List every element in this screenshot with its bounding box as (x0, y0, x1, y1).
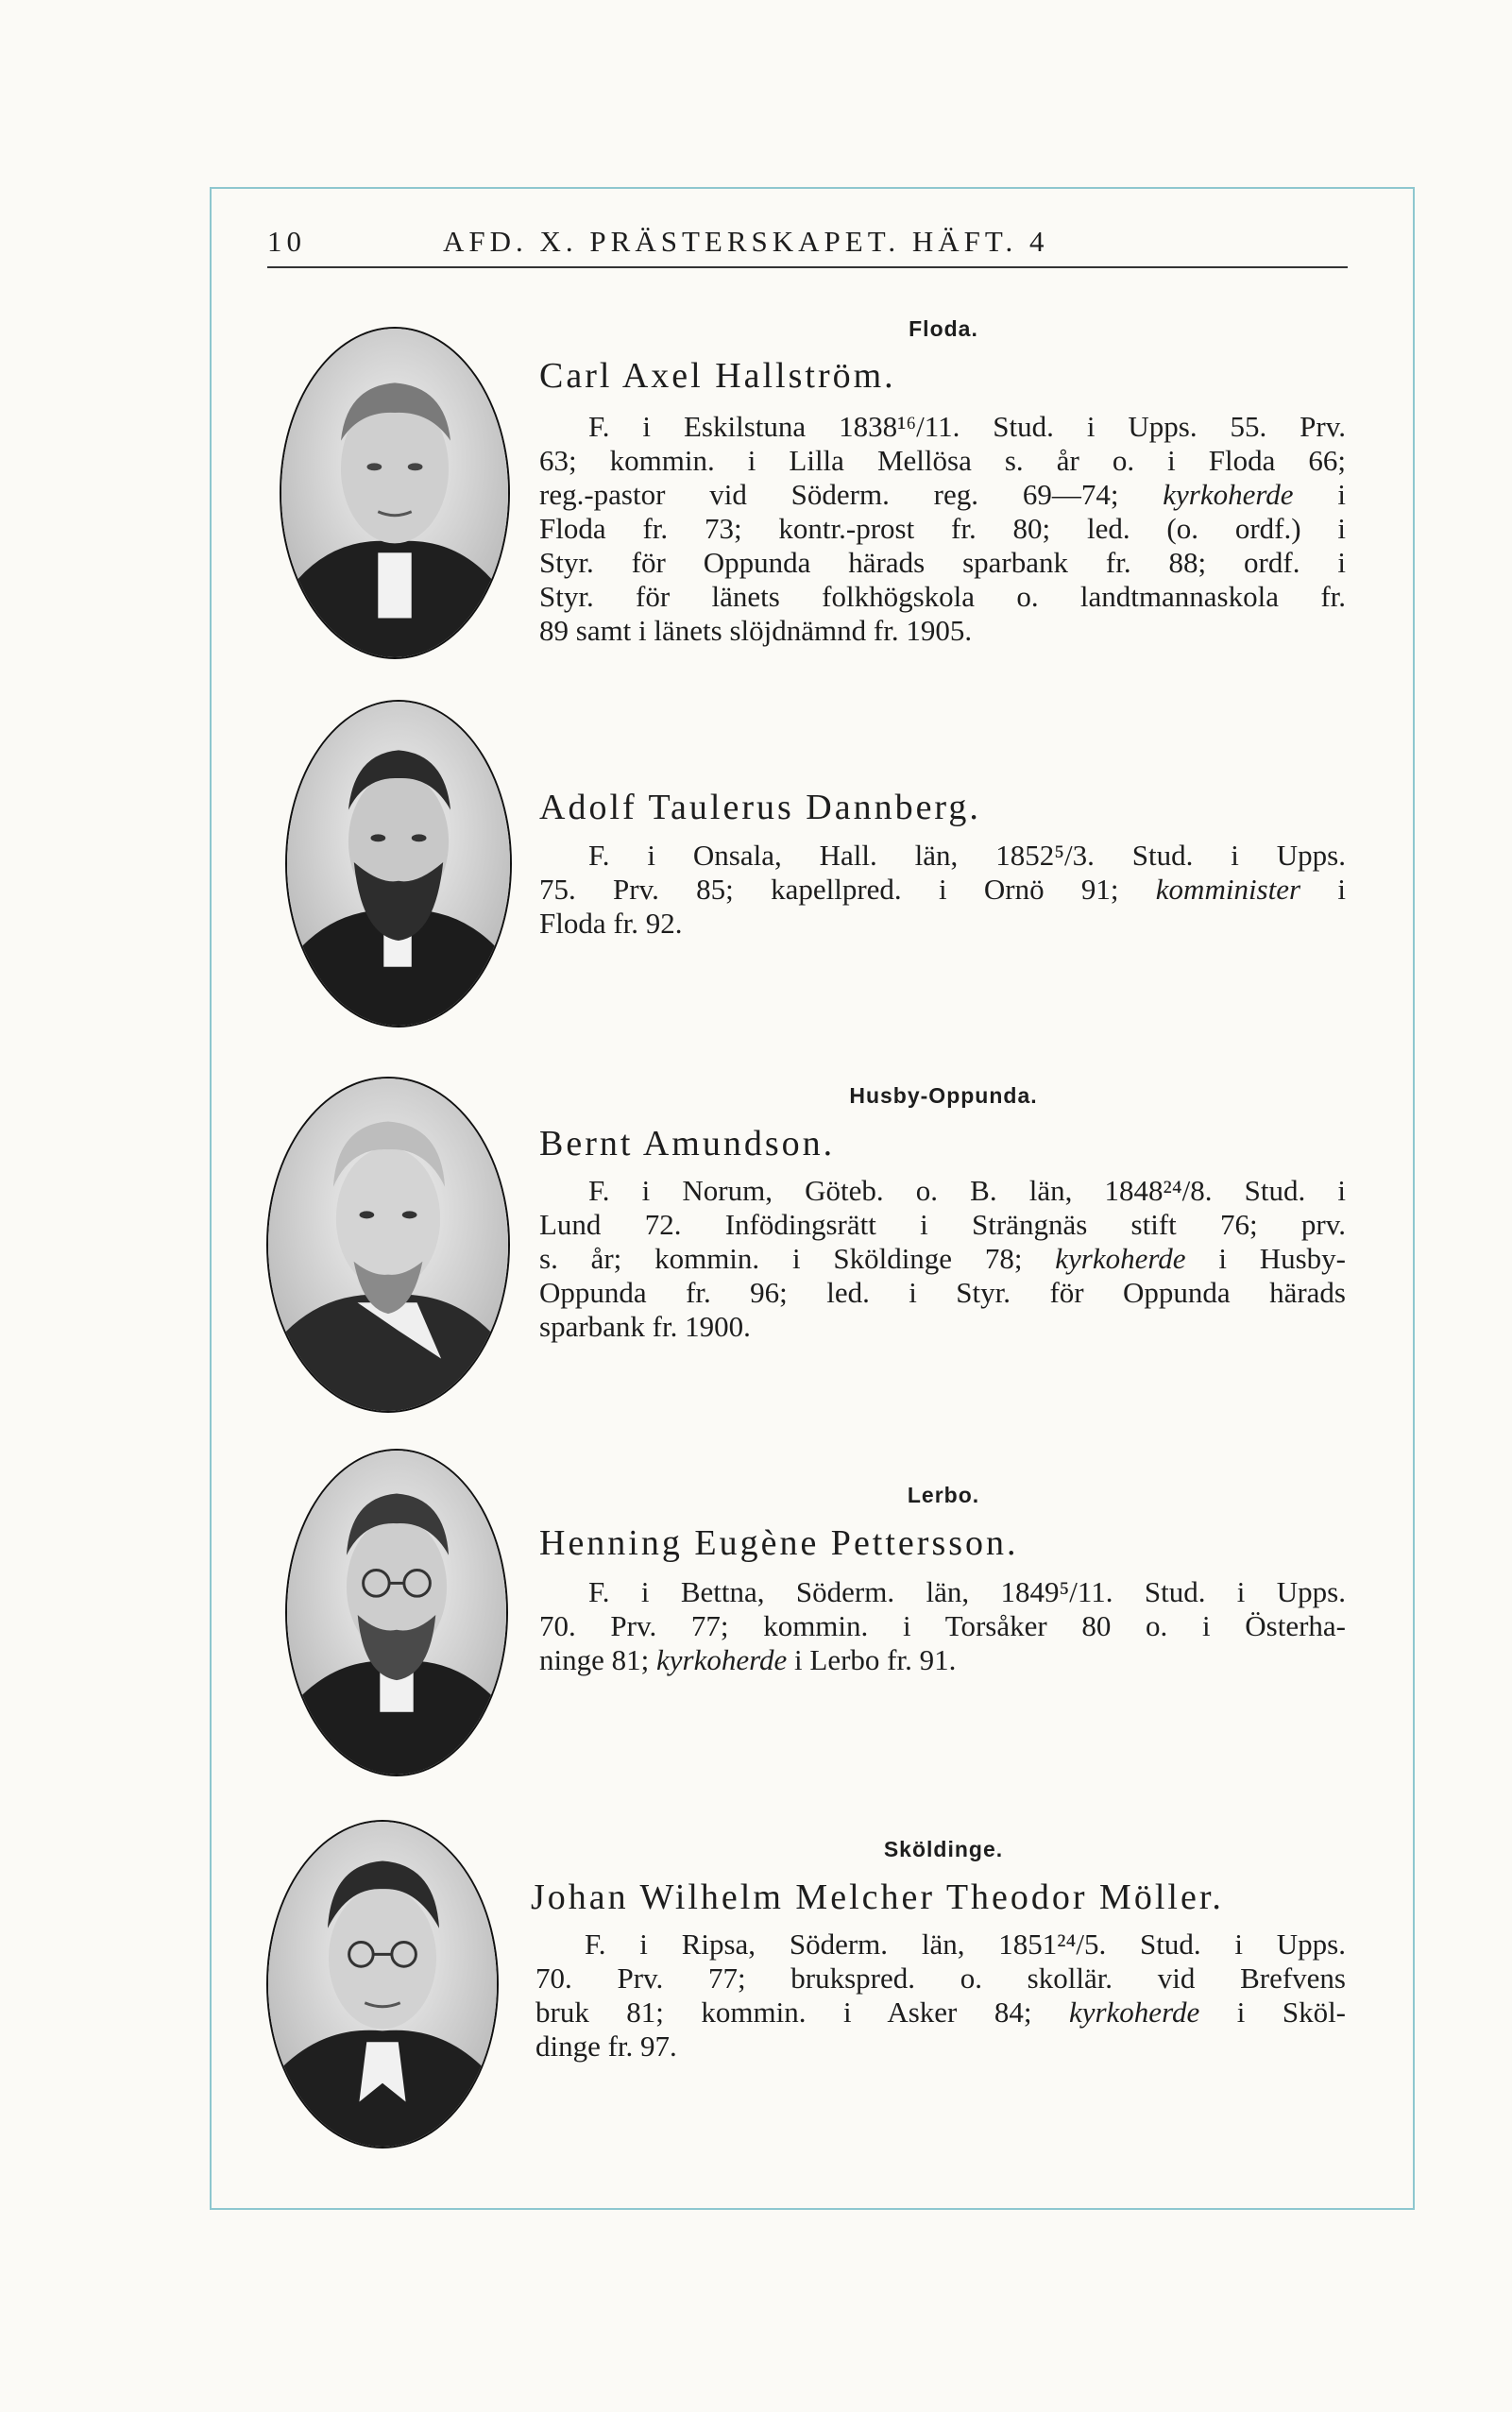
person-name-hallstrom: Carl Axel Hallström. (539, 356, 896, 396)
portrait-dannberg (285, 700, 512, 1028)
portrait-pettersson (285, 1449, 508, 1776)
parish-heading-husby-oppunda: Husby-Oppunda. (849, 1083, 1038, 1108)
parish-heading-floda: Floda. (909, 316, 978, 341)
person-name-amundson: Bernt Amundson. (539, 1124, 836, 1164)
running-title: AFD. X. PRÄSTERSKAPET. HÄFT. 4 (443, 225, 1049, 258)
biography-dannberg: F. i Onsala, Hall. län, 1852⁵/3. Stud. i Upps. 75. Prv. 85; kapellpred. i Ornö 91; komminister i Floda fr. 92. (539, 839, 1346, 940)
person-name-moller: Johan Wilhelm Melcher Theodor Möller. (531, 1877, 1224, 1917)
portrait-amundson (266, 1077, 510, 1413)
page-number: 10 (267, 225, 306, 258)
portrait-hallstrom (280, 327, 510, 659)
portrait-moller (266, 1820, 499, 2149)
biography-moller: F. i Ripsa, Söderm. län, 1851²⁴/5. Stud. i Upps. 70. Prv. 77; brukspred. o. skollär. vid Brefvens bruk 81; kommin. i Asker 84; kyrkoherde i Sköl- dinge fr. 97. (535, 1928, 1347, 2063)
biography-amundson: F. i Norum, Göteb. o. B. län, 1848²⁴/8. Stud. i Lund 72. Infödingsrätt i Strängnäs stift 76; prv. s. år; kommin. i Sköldinge 78; kyrkoherde i Husby- Oppunda fr. 96; led. i Styr. för Oppunda härads sparbank fr. 1900. (539, 1174, 1346, 1343)
person-name-dannberg: Adolf Taulerus Dannberg. (539, 788, 981, 827)
biography-pettersson: F. i Bettna, Söderm. län, 1849⁵/11. Stud. i Upps. 70. Prv. 77; kommin. i Torsåker 80 o. i Österha- ninge 81; kyrkoherde i Lerbo fr. 91. (539, 1575, 1346, 1676)
person-name-pettersson: Henning Eugène Pettersson. (539, 1523, 1019, 1563)
biography-hallstrom: F. i Eskilstuna 1838¹⁶/11. Stud. i Upps. 55. Prv. 63; kommin. i Lilla Mellösa s. år o. i Floda 66; reg.-pastor vid Söderm. reg. 69—74; kyrkoherde i Floda fr. 73; kontr.-prost fr. 80; led. (o. ordf.) i Styr. för Oppunda härads sparbank fr. 88; ordf. i Styr. för länets folkhögskola o. landtmannaskola fr. 89 samt i länets slöjdnämnd fr. 1905. (539, 410, 1346, 647)
parish-heading-lerbo: Lerbo. (907, 1483, 980, 1507)
parish-heading-skoldinge: Sköldinge. (883, 1837, 1004, 1861)
running-header (267, 223, 1348, 268)
